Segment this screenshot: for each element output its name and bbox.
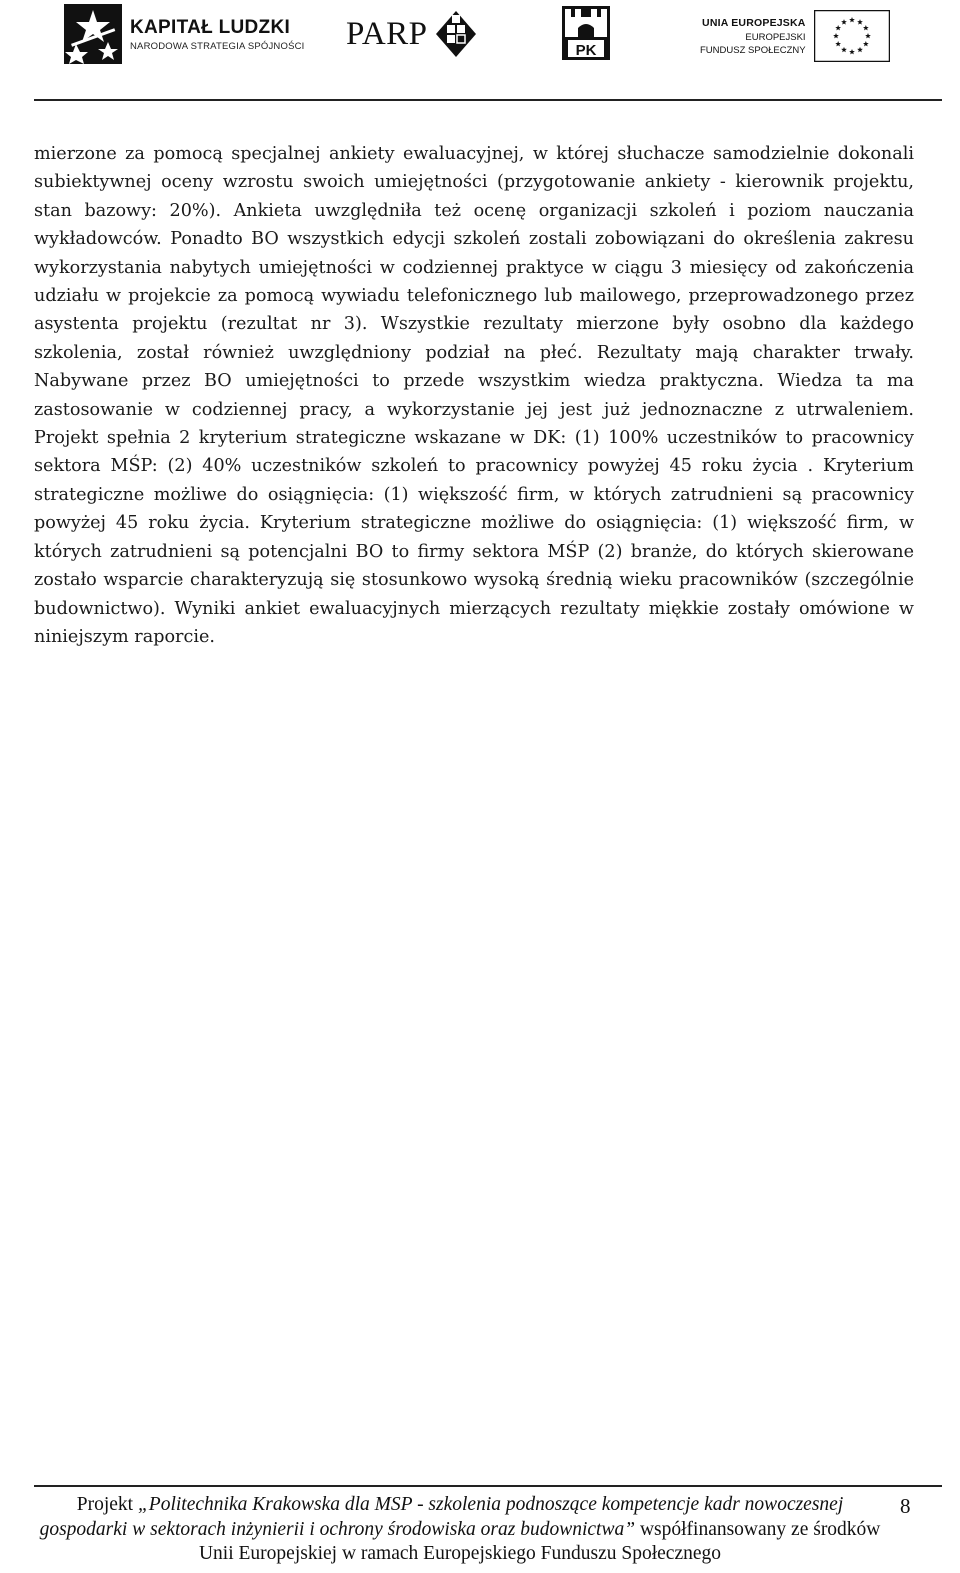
kapital-ludzki-logo xyxy=(64,2,305,66)
kapital-ludzki-subtitle: NARODOWA STRATEGIA SPÓJNOŚCI xyxy=(130,40,305,52)
eu-line-2: EUROPEJSKI xyxy=(745,31,806,43)
eu-line-1: UNIA EUROPEJSKA xyxy=(702,16,806,29)
pk-crest xyxy=(562,6,610,60)
footer-prefix: Projekt xyxy=(76,1494,138,1515)
eu-line-3: FUNDUSZ SPOŁECZNY xyxy=(700,44,806,56)
pk-letters: PK xyxy=(575,42,597,59)
footer-divider xyxy=(34,1485,942,1487)
parp-wordmark: PARP xyxy=(346,15,428,52)
parp-diamond-icon xyxy=(434,9,478,59)
eu-flag-icon xyxy=(814,10,890,62)
footer-project-note xyxy=(34,1493,886,1567)
eu-logo xyxy=(700,8,890,64)
pk-castle-icon xyxy=(562,6,610,60)
page-number: 8 xyxy=(900,1494,911,1518)
header-divider xyxy=(34,99,942,101)
body-paragraph: mierzone za pomocą specjalnej ankiety ewaluacyjnej, w której słuchacze samodzielnie dokonali subiektywnej oceny wzrostu swoich umiejętności (przygotowanie ankiety - kierownik projektu, stan bazowy: 20%). Ankieta uwzględniła też ocenę organizacji szkoleń i poziom nauczania wykładowców. Ponadto BO wszystkich edycji szkoleń zostali zobowiązani do określenia zakresu wykorzystania nabytych umiejętności w codziennej praktyce w ciągu 3 miesięcy od zakończenia udziału w projekcie za pomocą wywiadu telefonicznego lub mailowego, przeprowadzonego przez asystenta projektu (rezultat nr 3). Wszystkie rezultaty mierzone były osobno dla każdego szkolenia, został również uwzględniony podział na płeć. Rezultaty mają charakter trwały. Nabywane przez BO umiejętności to przede wszystkim wiedza praktyczna. Wiedza ta ma zastosowanie w codziennej pracy, a wykorzystanie jej jest już jednoznaczne z utrwaleniem. Projekt spełnia 2 kryterium strategiczne wskazane w DK: (1) 100% uczestników to pracownicy sektora MŚP: (2) 40% uczestników szkoleń to pracownicy powyżej 45 roku życia . Kryterium strategiczne możliwe do osiągnięcia: (1) większość firm, w których zatrudnieni są pracownicy powyżej 45 roku życia. Kryterium strategiczne możliwe do osiągnięcia: (1) większość firm, w których zatrudnieni są potencjalni BO to firmy sektora MŚP (2) branże, do których skierowane zostało wsparcie charakteryzują się stosunkowo wysoką średnią wieku pracowników (szczególnie budownictwo). Wyniki ankiet ewaluacyjnych mierzących rezultaty miękkie zostały omówione w niniejszym raporcie. xyxy=(34,144,914,647)
parp-logo xyxy=(346,8,478,60)
footer-project-title: „Politechnika Krakowska dla MSP - szkolenia podnoszące kompetencje kadr nowoczesnej gospodarki w sektorach inżynierii i ochrony środowiska oraz budownictwa” xyxy=(39,1494,844,1540)
footer-suffix: współfinansowany ze środków Unii Europejskiej w ramach Europejskiego Funduszu Społecznego xyxy=(198,1518,881,1564)
kapital-ludzki-title: KAPITAŁ LUDZKI xyxy=(130,16,291,38)
kapital-ludzki-emblem-icon xyxy=(64,4,122,64)
